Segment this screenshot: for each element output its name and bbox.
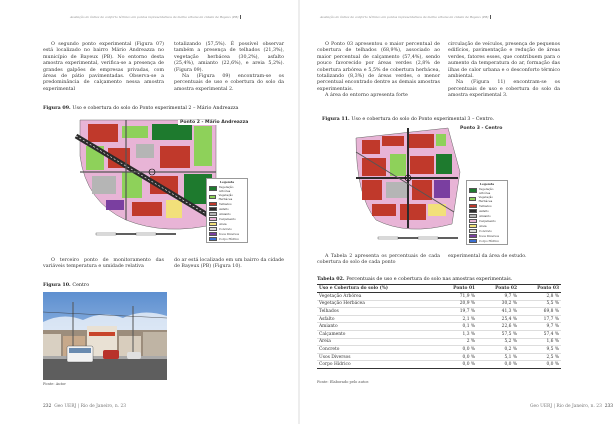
table-cell: Areia	[317, 338, 435, 346]
table-cell: 0,2 %	[477, 346, 519, 354]
paragraph: O segundo ponto experimental (Figura 07) está localizado no bairro Mário Andreazza no município de Bayeux (PB). No entorno desta amostra experimental, verifica-se a presença de grandes galpões de empresas privadas, com áreas de pátio pavimentadas. Observa-se a predominância de calçamento nessa amostra experimental	[43, 42, 164, 92]
table-cell: 57,4 %	[519, 330, 561, 338]
legend-swatch	[469, 197, 476, 201]
left-page	[0, 0, 300, 424]
legend-items	[207, 185, 247, 241]
paragraph: do ar está localizado em um bairro da cidade de Bayeux (PB) (Figura 10).	[174, 258, 284, 270]
left-column-1-lower	[43, 258, 164, 271]
legend-item	[209, 185, 245, 193]
legend-swatch	[209, 202, 217, 206]
journal-name: Geo UERJ | Rio de Janeiro, n. 23	[54, 404, 127, 409]
table-cell: 5,1 %	[477, 353, 519, 361]
legend-item	[469, 209, 505, 213]
legend-label: Vegetação Arbórea	[478, 186, 494, 195]
table-cell: 71,9 %	[435, 293, 477, 301]
table-cell: Concreto	[317, 346, 435, 354]
legend-label: Asfalto	[219, 206, 229, 211]
legend-item	[209, 227, 245, 231]
page-number: 233	[604, 404, 613, 409]
legend-swatch	[209, 217, 217, 221]
table-cell: Vegetação Arbórea	[317, 293, 435, 301]
paragraph: totalizando (57,5%). É possível observar também a presença de telhados (21,3%), vegetação herbácea (30,2%), asfalto (25,4%), amianto (22,6%), e areia 5,2%). (Figura 09).	[174, 42, 284, 73]
legend-swatch	[469, 224, 477, 228]
legend-label: Concreto	[479, 228, 492, 233]
legend-swatch	[209, 222, 217, 226]
table-cell: 69,8 %	[519, 308, 561, 316]
legend-item	[209, 232, 245, 236]
figure-9-caption: Figura 09. Uso e cobertura do solo do Ponto experimental 2 – Mário Andreazza	[43, 105, 239, 111]
street-photo	[43, 292, 167, 380]
table-cell: 25,4 %	[477, 315, 519, 323]
legend-items	[467, 187, 507, 243]
table-cell: 41,3 %	[477, 308, 519, 316]
table-source: Fonte: Elaborado pelo autor.	[317, 380, 369, 384]
legend-item	[209, 217, 245, 221]
legend-swatch	[209, 227, 217, 231]
legend-title: Legenda	[219, 180, 235, 184]
right-column-2	[448, 42, 560, 100]
legend-item	[469, 187, 505, 195]
table-cell: Calçamento	[317, 330, 435, 338]
paragraph: O Ponto 03 apresentou o maior percentual de cobertura de telhados (68,9%), associado ao maior percentual de calçamento (57,4%), sendo pouco favorecido por áreas verdes (2,8% de cobertura arbórea e 5,5% de cobertura herbácea, totalizando (8,3%) de áreas verdes, o menor percentual encontrado dentre as demais amostras experimentais.	[317, 42, 440, 92]
legend-item	[209, 212, 245, 216]
table-cell: Usos Diversos	[317, 353, 435, 361]
running-head: Avaliação do índice de conforto térmico em pontos representativos da malha urbana da cidade de Bayeux (PB)	[70, 15, 241, 19]
legend-swatch	[469, 204, 477, 208]
legend-item	[469, 239, 505, 243]
page-footer	[43, 404, 126, 409]
table-header-cell: Uso e Cobertura do solo (%)	[317, 285, 435, 293]
table-row	[317, 361, 561, 369]
left-column-2	[174, 42, 284, 93]
table-row	[317, 293, 561, 301]
legend-label: Areia	[219, 221, 227, 226]
table-row	[317, 330, 561, 338]
legend-label: Corpo Hídrico	[479, 238, 500, 243]
legend-label: Amianto	[479, 213, 491, 218]
legend-swatch	[469, 229, 477, 233]
map-legend	[206, 178, 248, 243]
left-column-2-lower	[174, 258, 284, 271]
legend-title: Legenda	[479, 182, 495, 186]
table-row	[317, 315, 561, 323]
legend-label: Telhados	[479, 203, 492, 208]
table-cell: 0,0 %	[435, 361, 477, 369]
table-cell: 5,5 %	[519, 300, 561, 308]
legend-item	[469, 195, 505, 203]
table-row	[317, 308, 561, 316]
table-cell: 5,2 %	[477, 338, 519, 346]
paragraph: experimental da área de estudo.	[448, 254, 527, 259]
journal-name: Geo UERJ | Rio de Janeiro, n. 23	[530, 404, 602, 409]
page-number: 232	[43, 404, 52, 409]
map-title: Ponto 3 - Centro	[460, 126, 503, 131]
table-cell: 9,7 %	[477, 293, 519, 301]
table-cell: Corpo Hídrico	[317, 361, 435, 369]
table-cell: 20,9 %	[435, 300, 477, 308]
table-row	[317, 323, 561, 331]
table-header-row	[317, 285, 561, 293]
legend-item	[209, 222, 245, 226]
table-body	[317, 293, 561, 369]
legend-label: Calçamento	[219, 216, 236, 221]
legend-label: Amianto	[219, 211, 231, 216]
legend-item	[209, 202, 245, 206]
running-head: Avaliação do índice de conforto térmico em pontos representativos da malha urbana da cidade de Bayeux (PB)	[320, 15, 491, 19]
photo-source: Fonte: Autor	[43, 382, 66, 386]
figure-11-caption: Figura 11. Uso e cobertura do solo do Ponto experimental 3 – Centro.	[322, 116, 495, 122]
map-legend	[466, 180, 508, 245]
paragraph: A área do entorno apresenta forte	[325, 93, 408, 99]
legend-swatch	[209, 186, 217, 190]
table-cell: 9,5 %	[519, 346, 561, 354]
land-use-map-point-3	[348, 124, 520, 248]
right-column-1	[317, 42, 440, 100]
paragraph: Na (Figura 11) encontram-se os percentuais de uso e cobertura do solo da amostra experimental 3.	[448, 80, 560, 99]
table-cell: 2,8 %	[519, 293, 561, 301]
land-cover-table	[317, 284, 561, 369]
table-cell: Amianto	[317, 323, 435, 331]
table-cell: 17,7 %	[519, 315, 561, 323]
legend-item	[469, 224, 505, 228]
legend-swatch	[209, 237, 217, 241]
table-cell: 0,0 %	[435, 353, 477, 361]
paragraph: circulação de veículos, presença de pequenos edifícios, pavimentação e redução de áreas verdes, fatores esses, que contribuem para o aumento da temperatura do ar, formação das ilhas de calor urbana e o desconforto térmico ambiental.	[448, 42, 560, 80]
legend-item	[209, 193, 245, 201]
table-cell: 1,6 %	[519, 338, 561, 346]
legend-item	[469, 214, 505, 218]
table-cell: 0,0 %	[477, 361, 519, 369]
legend-label: Concreto	[219, 226, 232, 231]
legend-swatch	[209, 232, 217, 236]
table-header-cell: Ponto 01	[435, 285, 477, 293]
legend-swatch	[209, 207, 217, 211]
map-title: Ponto 2 - Mário Andreazza	[180, 120, 249, 125]
legend-item	[469, 229, 505, 233]
legend-label: Usos Diversos	[479, 233, 500, 238]
legend-swatch	[469, 214, 477, 218]
legend-label: Vegetação Arbórea	[218, 184, 234, 193]
legend-item	[209, 207, 245, 211]
legend-label: Telhados	[219, 201, 232, 206]
legend-label: Vegetação Herbácea	[218, 193, 234, 202]
table-cell: Vegetação Herbácea	[317, 300, 435, 308]
paragraph: O terceiro ponto de monitoramento das variáveis temperatura e umidade relativa	[43, 258, 164, 270]
table-cell: 2,5 %	[519, 353, 561, 361]
legend-item	[209, 237, 245, 241]
left-column-1	[43, 42, 164, 93]
legend-label: Areia	[479, 223, 487, 228]
table-cell: Asfalto	[317, 315, 435, 323]
legend-swatch	[469, 234, 477, 238]
table-cell: Telhados	[317, 308, 435, 316]
table-cell: 57,5 %	[477, 330, 519, 338]
table-cell: 1,3 %	[435, 330, 477, 338]
legend-item	[469, 204, 505, 208]
legend-label: Asfalto	[479, 208, 489, 213]
table-cell: 9,7 %	[519, 323, 561, 331]
paragraph: Na (Figura 09) encontram-se os percentuais de uso e cobertura do solo da amostra experimental 2.	[174, 74, 284, 92]
table-header-cell: Ponto 03	[519, 285, 561, 293]
page-footer	[530, 404, 613, 409]
table-cell: 2 %	[435, 338, 477, 346]
legend-label: Corpo Hídrico	[219, 236, 240, 241]
legend-swatch	[469, 239, 477, 243]
table-caption: Tabela 02. Percentuais de uso e cobertura do solo nas amostras experimentais.	[317, 276, 513, 282]
legend-swatch	[469, 209, 477, 213]
right-column-2-lower	[448, 254, 560, 260]
legend-item	[469, 234, 505, 238]
table-cell: 0,0 %	[519, 361, 561, 369]
paragraph: A Tabela 2 apresenta os percentuais de cada cobertura do solo de cada ponto	[317, 254, 440, 266]
table-cell: 2,1 %	[435, 315, 477, 323]
right-page	[300, 0, 613, 424]
legend-label: Usos Diversos	[219, 231, 240, 236]
table-row	[317, 300, 561, 308]
legend-swatch	[469, 219, 477, 223]
table-row	[317, 353, 561, 361]
photo-graphic	[43, 292, 167, 380]
table-header-cell: Ponto 02	[477, 285, 519, 293]
legend-swatch	[469, 188, 477, 192]
legend-label: Vegetação Herbácea	[478, 195, 494, 204]
table-cell: 22,6 %	[477, 323, 519, 331]
figure-10-caption: Figura 10. Centro	[43, 282, 90, 288]
legend-swatch	[209, 195, 216, 199]
land-use-map-point-2	[66, 116, 249, 244]
legend-item	[469, 219, 505, 223]
legend-swatch	[209, 212, 217, 216]
table-cell: 0,1 %	[435, 323, 477, 331]
table-cell: 30,2 %	[477, 300, 519, 308]
legend-label: Calçamento	[479, 218, 496, 223]
table-cell: 19,7 %	[435, 308, 477, 316]
table-row	[317, 338, 561, 346]
table-cell: 0,0 %	[435, 346, 477, 354]
table-row	[317, 346, 561, 354]
right-column-1-lower	[317, 254, 440, 267]
